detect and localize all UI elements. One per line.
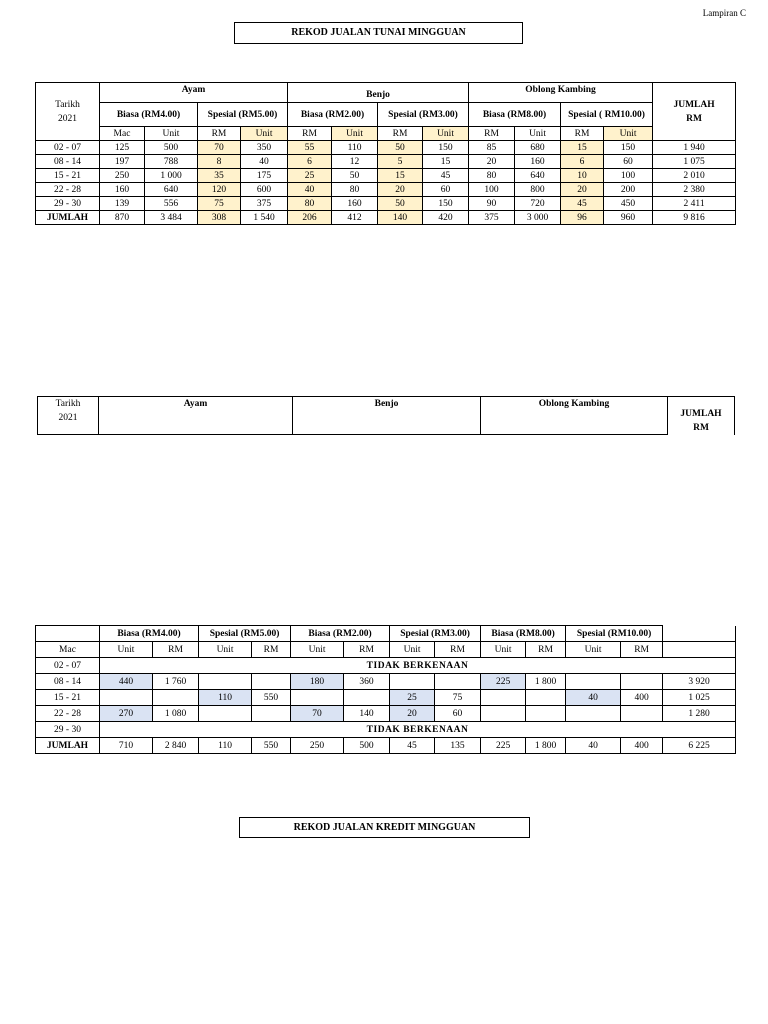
table-cell: 550 — [252, 738, 291, 754]
table-cell: 35 — [198, 169, 241, 183]
title-tunai: REKOD JUALAN TUNAI MINGGUAN — [234, 22, 523, 44]
table-cell: 160 — [515, 155, 561, 169]
sub-header: Biasa (RM4.00) — [100, 626, 199, 642]
sub-header: Spesial (RM3.00) — [378, 103, 469, 127]
row-date: 02 - 07 — [36, 141, 100, 155]
table-cell — [344, 690, 390, 706]
header-tarikh: Tarikh 2021 — [36, 83, 100, 141]
table-row — [36, 738, 736, 754]
table-cell: 75 — [435, 690, 481, 706]
table-cell: 710 — [100, 738, 153, 754]
header-jumlah: JUMLAH RM — [653, 83, 736, 141]
sub-header: Spesial ( RM10.00) — [561, 103, 653, 127]
table-cell: 12 — [332, 155, 378, 169]
header-oblong: Oblong Kambing — [481, 397, 668, 435]
table-cell: 225 — [481, 674, 526, 690]
table-cell: 20 — [378, 183, 423, 197]
table-cell: 10 — [561, 169, 604, 183]
table-cell: 250 — [291, 738, 344, 754]
table-cell: 440 — [100, 674, 153, 690]
table-cell: 100 — [604, 169, 653, 183]
table-cell: 200 — [604, 183, 653, 197]
table-cell: 180 — [291, 674, 344, 690]
not-applicable: TIDAK BERKENAAN — [100, 722, 736, 738]
table-cell: 5 — [378, 155, 423, 169]
col-header: Unit — [390, 642, 435, 658]
col-header: Unit — [566, 642, 621, 658]
col-header: RM — [378, 127, 423, 141]
col-header: Unit — [199, 642, 252, 658]
col-header: RM — [469, 127, 515, 141]
table-cell — [621, 674, 663, 690]
col-header: RM — [561, 127, 604, 141]
table-cell: 400 — [621, 690, 663, 706]
blank-cell — [663, 642, 736, 658]
sub-header: Biasa (RM2.00) — [288, 103, 378, 127]
col-header: Unit — [332, 127, 378, 141]
table-cell: 70 — [198, 141, 241, 155]
table-cell — [100, 690, 153, 706]
table-cell: 20 — [390, 706, 435, 722]
table-cell: 360 — [344, 674, 390, 690]
table-cell: 680 — [515, 141, 561, 155]
table-cell: 640 — [145, 183, 198, 197]
table-cell: 50 — [378, 197, 423, 211]
row-date: 02 - 07 — [36, 658, 100, 674]
table-cell: 135 — [435, 738, 481, 754]
col-header: Unit — [145, 127, 198, 141]
table-kredit-header — [37, 396, 735, 435]
table-cell: 45 — [561, 197, 604, 211]
table-cell: 450 — [604, 197, 653, 211]
row-total: 1 025 — [663, 690, 736, 706]
table-cell — [435, 674, 481, 690]
table-cell: 150 — [604, 141, 653, 155]
blank-cell — [663, 626, 736, 642]
table-row — [36, 169, 736, 183]
header-bulan: Mac — [100, 127, 145, 141]
totals-label: JUMLAH — [36, 738, 100, 754]
table-tunai — [35, 82, 736, 225]
row-total: 1 940 — [653, 141, 736, 155]
row-date: 29 - 30 — [36, 197, 100, 211]
table-cell — [621, 706, 663, 722]
table-cell: 375 — [469, 211, 515, 225]
table-cell: 6 — [288, 155, 332, 169]
sub-header: Biasa (RM8.00) — [481, 626, 566, 642]
blank-cell — [36, 626, 100, 642]
row-total: 2 411 — [653, 197, 736, 211]
table-cell: 15 — [378, 169, 423, 183]
table-cell: 270 — [100, 706, 153, 722]
table-cell: 85 — [469, 141, 515, 155]
table-cell — [390, 674, 435, 690]
table-cell: 1 540 — [241, 211, 288, 225]
table-cell: 1 000 — [145, 169, 198, 183]
table-cell: 60 — [604, 155, 653, 169]
col-header: RM — [252, 642, 291, 658]
table-cell: 60 — [423, 183, 469, 197]
table-row — [36, 722, 736, 738]
table-cell: 15 — [561, 141, 604, 155]
not-applicable: TIDAK BERKENAAN — [100, 658, 736, 674]
table-cell: 175 — [241, 169, 288, 183]
header-benjo: Benjo — [293, 397, 481, 435]
table-cell: 120 — [198, 183, 241, 197]
row-total: 3 920 — [663, 674, 736, 690]
header-jumlah: JUMLAH RM — [668, 397, 735, 435]
header-tarikh: Tarikh 2021 — [38, 397, 99, 435]
row-total: 1 075 — [653, 155, 736, 169]
table-cell — [252, 706, 291, 722]
table-cell: 960 — [604, 211, 653, 225]
row-date: 22 - 28 — [36, 706, 100, 722]
table-cell: 375 — [241, 197, 288, 211]
table-row — [36, 155, 736, 169]
table-cell: 1 760 — [153, 674, 199, 690]
table-cell: 8 — [198, 155, 241, 169]
table-row — [36, 183, 736, 197]
row-total: 2 010 — [653, 169, 736, 183]
row-total: 2 380 — [653, 183, 736, 197]
table-cell: 640 — [515, 169, 561, 183]
table-cell — [481, 690, 526, 706]
table-cell: 150 — [423, 197, 469, 211]
table-cell: 25 — [390, 690, 435, 706]
row-date: 15 - 21 — [36, 169, 100, 183]
col-header: Unit — [100, 642, 153, 658]
table-cell — [199, 706, 252, 722]
table-cell: 720 — [515, 197, 561, 211]
sub-header: Spesial (RM5.00) — [199, 626, 291, 642]
table-cell — [291, 690, 344, 706]
table-row — [36, 197, 736, 211]
table-cell: 250 — [100, 169, 145, 183]
table-cell: 45 — [390, 738, 435, 754]
table-cell: 80 — [469, 169, 515, 183]
totals-label: JUMLAH — [36, 211, 100, 225]
col-header: RM — [621, 642, 663, 658]
table-cell: 110 — [332, 141, 378, 155]
table-cell: 412 — [332, 211, 378, 225]
col-header: RM — [198, 127, 241, 141]
row-date: 15 - 21 — [36, 690, 100, 706]
table-cell — [526, 706, 566, 722]
col-header: RM — [435, 642, 481, 658]
table-cell: 1 080 — [153, 706, 199, 722]
grand-total: 9 816 — [653, 211, 736, 225]
table-cell: 500 — [344, 738, 390, 754]
table-row — [36, 690, 736, 706]
row-total: 1 280 — [663, 706, 736, 722]
header-benjo: Benjo — [288, 83, 469, 103]
table-cell: 20 — [469, 155, 515, 169]
table-cell: 110 — [199, 738, 252, 754]
col-header: Unit — [515, 127, 561, 141]
table-cell: 75 — [198, 197, 241, 211]
sub-header: Spesial (RM5.00) — [198, 103, 288, 127]
table-cell — [481, 706, 526, 722]
table-cell: 125 — [100, 141, 145, 155]
table-cell: 308 — [198, 211, 241, 225]
col-header: Unit — [291, 642, 344, 658]
table-cell: 197 — [100, 155, 145, 169]
table-cell: 160 — [100, 183, 145, 197]
table-cell: 400 — [621, 738, 663, 754]
table-row — [36, 674, 736, 690]
table-cell: 50 — [378, 141, 423, 155]
col-header: Unit — [481, 642, 526, 658]
col-header: Unit — [423, 127, 469, 141]
col-header: RM — [288, 127, 332, 141]
table-cell: 2 840 — [153, 738, 199, 754]
table-cell: 1 800 — [526, 674, 566, 690]
sub-header: Spesial (RM3.00) — [390, 626, 481, 642]
table-kredit-data — [35, 625, 736, 754]
header-oblong: Oblong Kambing — [469, 83, 653, 103]
row-date: 08 - 14 — [36, 674, 100, 690]
grand-total: 6 225 — [663, 738, 736, 754]
table-cell: 25 — [288, 169, 332, 183]
table-cell: 6 — [561, 155, 604, 169]
table-cell — [526, 690, 566, 706]
col-header: Unit — [241, 127, 288, 141]
table-cell: 1 800 — [526, 738, 566, 754]
sub-header: Biasa (RM8.00) — [469, 103, 561, 127]
row-date: 08 - 14 — [36, 155, 100, 169]
table-row — [36, 658, 736, 674]
col-header: RM — [526, 642, 566, 658]
table-cell: 350 — [241, 141, 288, 155]
table-cell — [153, 690, 199, 706]
row-date: 29 - 30 — [36, 722, 100, 738]
lampiran-label: Lampiran C — [702, 8, 746, 18]
table-cell — [199, 674, 252, 690]
table-cell: 800 — [515, 183, 561, 197]
table-row — [36, 642, 736, 658]
sub-header: Biasa (RM4.00) — [100, 103, 198, 127]
sub-header: Biasa (RM2.00) — [291, 626, 390, 642]
table-cell: 80 — [288, 197, 332, 211]
header-ayam: Ayam — [100, 83, 288, 103]
table-cell — [566, 674, 621, 690]
table-cell: 55 — [288, 141, 332, 155]
title-kredit: REKOD JUALAN KREDIT MINGGUAN — [239, 817, 530, 838]
table-cell: 225 — [481, 738, 526, 754]
table-cell: 50 — [332, 169, 378, 183]
table-cell: 70 — [291, 706, 344, 722]
table-cell: 80 — [332, 183, 378, 197]
table-cell — [252, 674, 291, 690]
sub-header: Spesial (RM10.00) — [566, 626, 663, 642]
table-cell: 20 — [561, 183, 604, 197]
table-cell: 40 — [241, 155, 288, 169]
table-cell: 15 — [423, 155, 469, 169]
table-cell: 40 — [566, 738, 621, 754]
table-cell: 550 — [252, 690, 291, 706]
col-header: Unit — [604, 127, 653, 141]
table-cell: 40 — [288, 183, 332, 197]
table-cell — [566, 706, 621, 722]
col-header: RM — [153, 642, 199, 658]
table-cell: 60 — [435, 706, 481, 722]
table-row — [36, 141, 736, 155]
table-cell: 140 — [344, 706, 390, 722]
table-cell: 3 484 — [145, 211, 198, 225]
totals-row — [36, 211, 736, 225]
table-cell: 600 — [241, 183, 288, 197]
table-cell: 160 — [332, 197, 378, 211]
table-cell: 110 — [199, 690, 252, 706]
table-cell: 870 — [100, 211, 145, 225]
table-cell: 150 — [423, 141, 469, 155]
table-cell: 100 — [469, 183, 515, 197]
col-header: RM — [344, 642, 390, 658]
table-cell: 206 — [288, 211, 332, 225]
row-date: 22 - 28 — [36, 183, 100, 197]
table-cell: 139 — [100, 197, 145, 211]
table-row — [36, 706, 736, 722]
header-ayam: Ayam — [99, 397, 293, 435]
table-cell: 788 — [145, 155, 198, 169]
table-cell: 90 — [469, 197, 515, 211]
header-bulan: Mac — [36, 642, 100, 658]
table-cell: 40 — [566, 690, 621, 706]
table-cell: 96 — [561, 211, 604, 225]
table-cell: 500 — [145, 141, 198, 155]
table-cell: 420 — [423, 211, 469, 225]
table-cell: 556 — [145, 197, 198, 211]
table-cell: 45 — [423, 169, 469, 183]
table-cell: 140 — [378, 211, 423, 225]
table-cell: 3 000 — [515, 211, 561, 225]
